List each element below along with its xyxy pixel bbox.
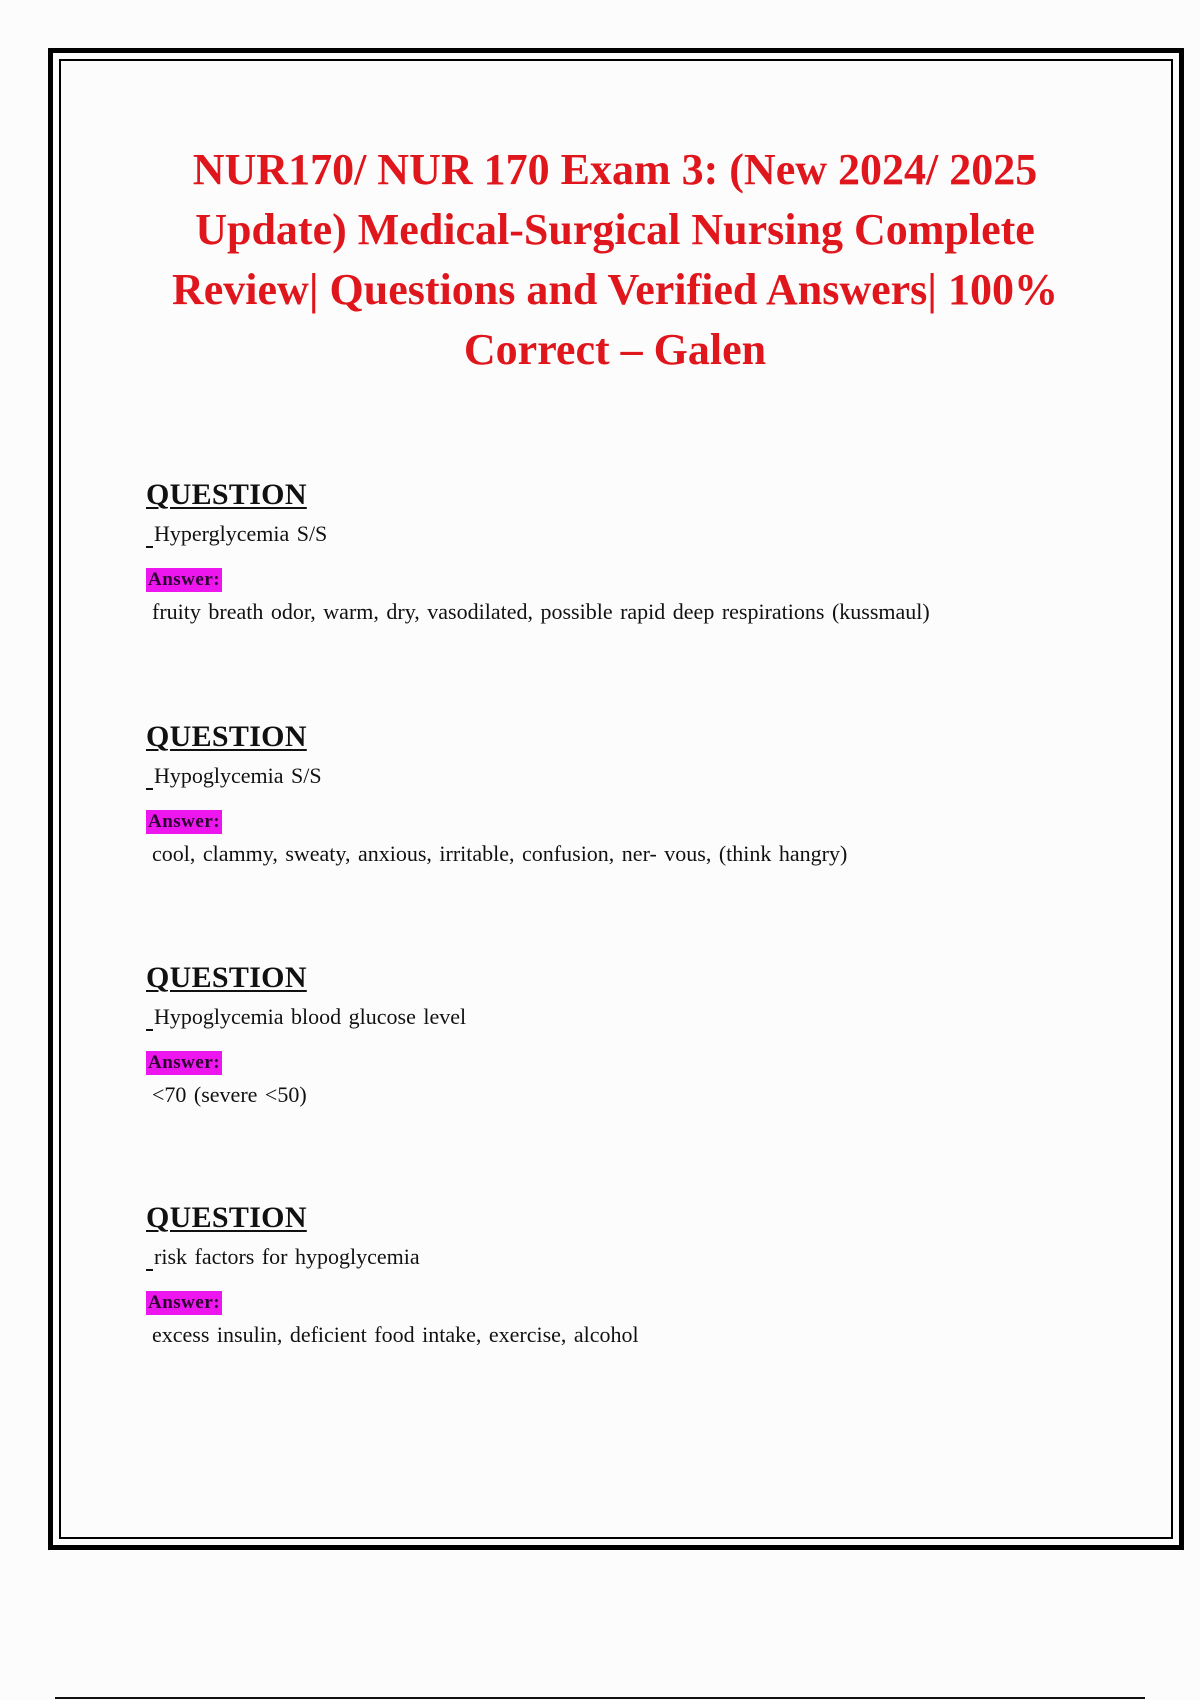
answer-label: Answer: — [148, 569, 221, 590]
question-text — [146, 520, 1046, 548]
question-marker — [146, 546, 153, 548]
question-text-value: Hypoglycemia S/S — [154, 763, 322, 788]
answer-text: <70 (severe <50) — [152, 1082, 307, 1107]
question-text — [146, 762, 1046, 790]
answer-text: cool, clammy, sweaty, anxious, irritable, confusion, ner- vous, (think hangry) — [152, 841, 848, 866]
question-text-value: Hyperglycemia S/S — [154, 521, 328, 546]
answer-label: Answer: — [148, 1292, 221, 1313]
question-text-value: Hypoglycemia blood glucose level — [154, 1004, 467, 1029]
question-heading: QUESTION — [146, 961, 307, 994]
footer-rule — [55, 1697, 1145, 1699]
document-title: NUR170/ NUR 170 Exam 3: (New 2024/ 2025 Update) Medical-Surgical Nursing Complete Review| Questions and Verified Answers| 100% Correct – Galen — [172, 145, 1058, 374]
qa-item-4 — [146, 1201, 1046, 1349]
question-marker — [146, 788, 153, 790]
answer-text: excess insulin, deficient food intake, exercise, alcohol — [152, 1322, 639, 1347]
qa-item-2 — [146, 720, 1046, 868]
question-text — [146, 1243, 1046, 1271]
question-text-value: risk factors for hypoglycemia — [154, 1244, 420, 1269]
question-heading: QUESTION — [146, 1201, 307, 1234]
qa-item-1 — [146, 478, 1046, 626]
answer-label: Answer: — [148, 811, 221, 832]
qa-item-3 — [146, 961, 1046, 1109]
question-heading: QUESTION — [146, 720, 307, 753]
question-marker — [146, 1269, 153, 1271]
question-heading: QUESTION — [146, 478, 307, 511]
question-marker — [146, 1029, 153, 1031]
answer-label: Answer: — [148, 1052, 221, 1073]
question-text — [146, 1003, 1046, 1031]
answer-text: fruity breath odor, warm, dry, vasodilated, possible rapid deep respirations (kussmaul) — [152, 599, 930, 624]
